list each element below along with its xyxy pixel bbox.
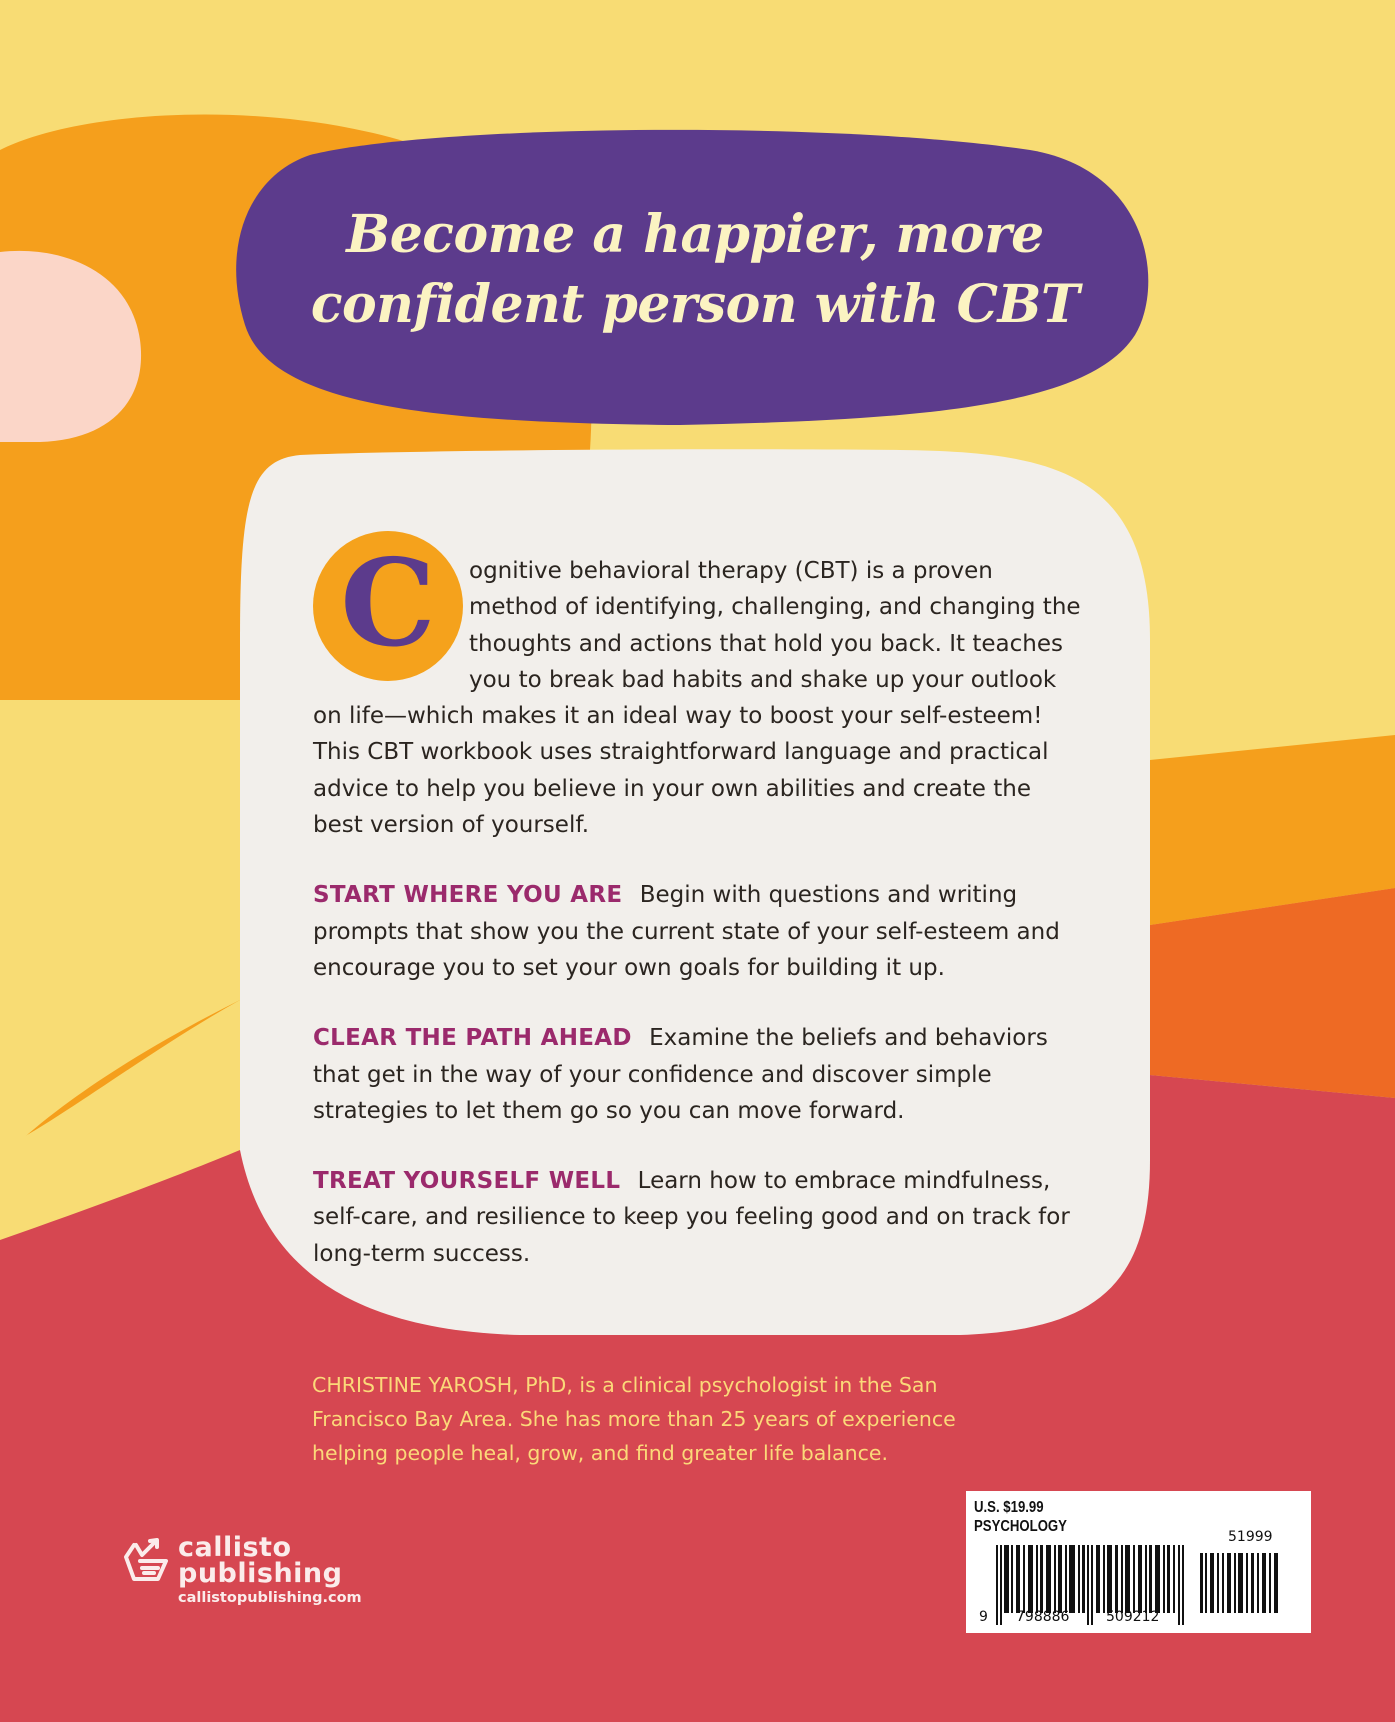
category: PSYCHOLOGY <box>974 1518 1067 1535</box>
author-bio: CHRISTINE YAROSH, PhD, is a clinical psychologist in the San Francisco Bay Area. She has more than 25 years of experience helping people heal, grow, and find greater life balance. <box>312 1373 956 1465</box>
barcode-label <box>966 1491 1311 1633</box>
feature-text: Examine the beliefs and behaviors that get in the way of your confidence and discover simple strategies to let them go so you can move forward. <box>313 1025 1048 1124</box>
publisher-name-line-1: callisto <box>178 1532 292 1563</box>
feature-text: Begin with questions and writing prompts that show you the current state of your self-esteem and encourage you to set your own goals for building it up. <box>313 882 1060 981</box>
callisto-logo-icon <box>120 1537 172 1589</box>
publisher-url: callistopublishing.com <box>178 1590 362 1606</box>
isbn-group-1: 798886 <box>1016 1609 1070 1625</box>
dropcap <box>309 531 469 681</box>
intro-paragraph <box>313 533 1083 843</box>
isbn-group-2: 509212 <box>1106 1609 1160 1625</box>
isbn-prefix: 9 <box>979 1609 988 1625</box>
dropcap-letter: C <box>340 533 436 674</box>
feature-title: START WHERE YOU ARE <box>313 882 623 909</box>
feature-item <box>313 1163 1083 1272</box>
headline-line-2: confident person with CBT <box>310 274 1080 335</box>
feature-title: CLEAR THE PATH AHEAD <box>313 1025 632 1052</box>
description-panel <box>313 533 1083 1272</box>
feature-text: Learn how to embrace mindfulness, self-care, and resilience to keep you feeling good and on track for long-term success. <box>313 1168 1070 1267</box>
price-code: 51999 <box>1228 1529 1273 1545</box>
headline <box>230 200 1160 340</box>
publisher-logo <box>120 1532 380 1615</box>
feature-item <box>313 1020 1083 1129</box>
publisher-name-line-2: publishing <box>178 1558 343 1589</box>
feature-item <box>313 877 1083 986</box>
headline-line-1: Become a happier, more <box>346 204 1044 265</box>
intro-text: ognitive behavioral therapy (CBT) is a proven method of identifying, challenging, and changing the thoughts and actions that hold you back. It teaches you to break bad habits and shake up your outlook on life—which makes it an ideal way to boost your self-esteem! This CBT workbook uses straightforward language and practical advice to help you believe in your own abilities and create the best version of yourself. <box>313 558 1081 839</box>
publisher-name <box>178 1532 343 1589</box>
feature-title: TREAT YOURSELF WELL <box>313 1168 621 1195</box>
price: U.S. $19.99 <box>974 1499 1044 1516</box>
